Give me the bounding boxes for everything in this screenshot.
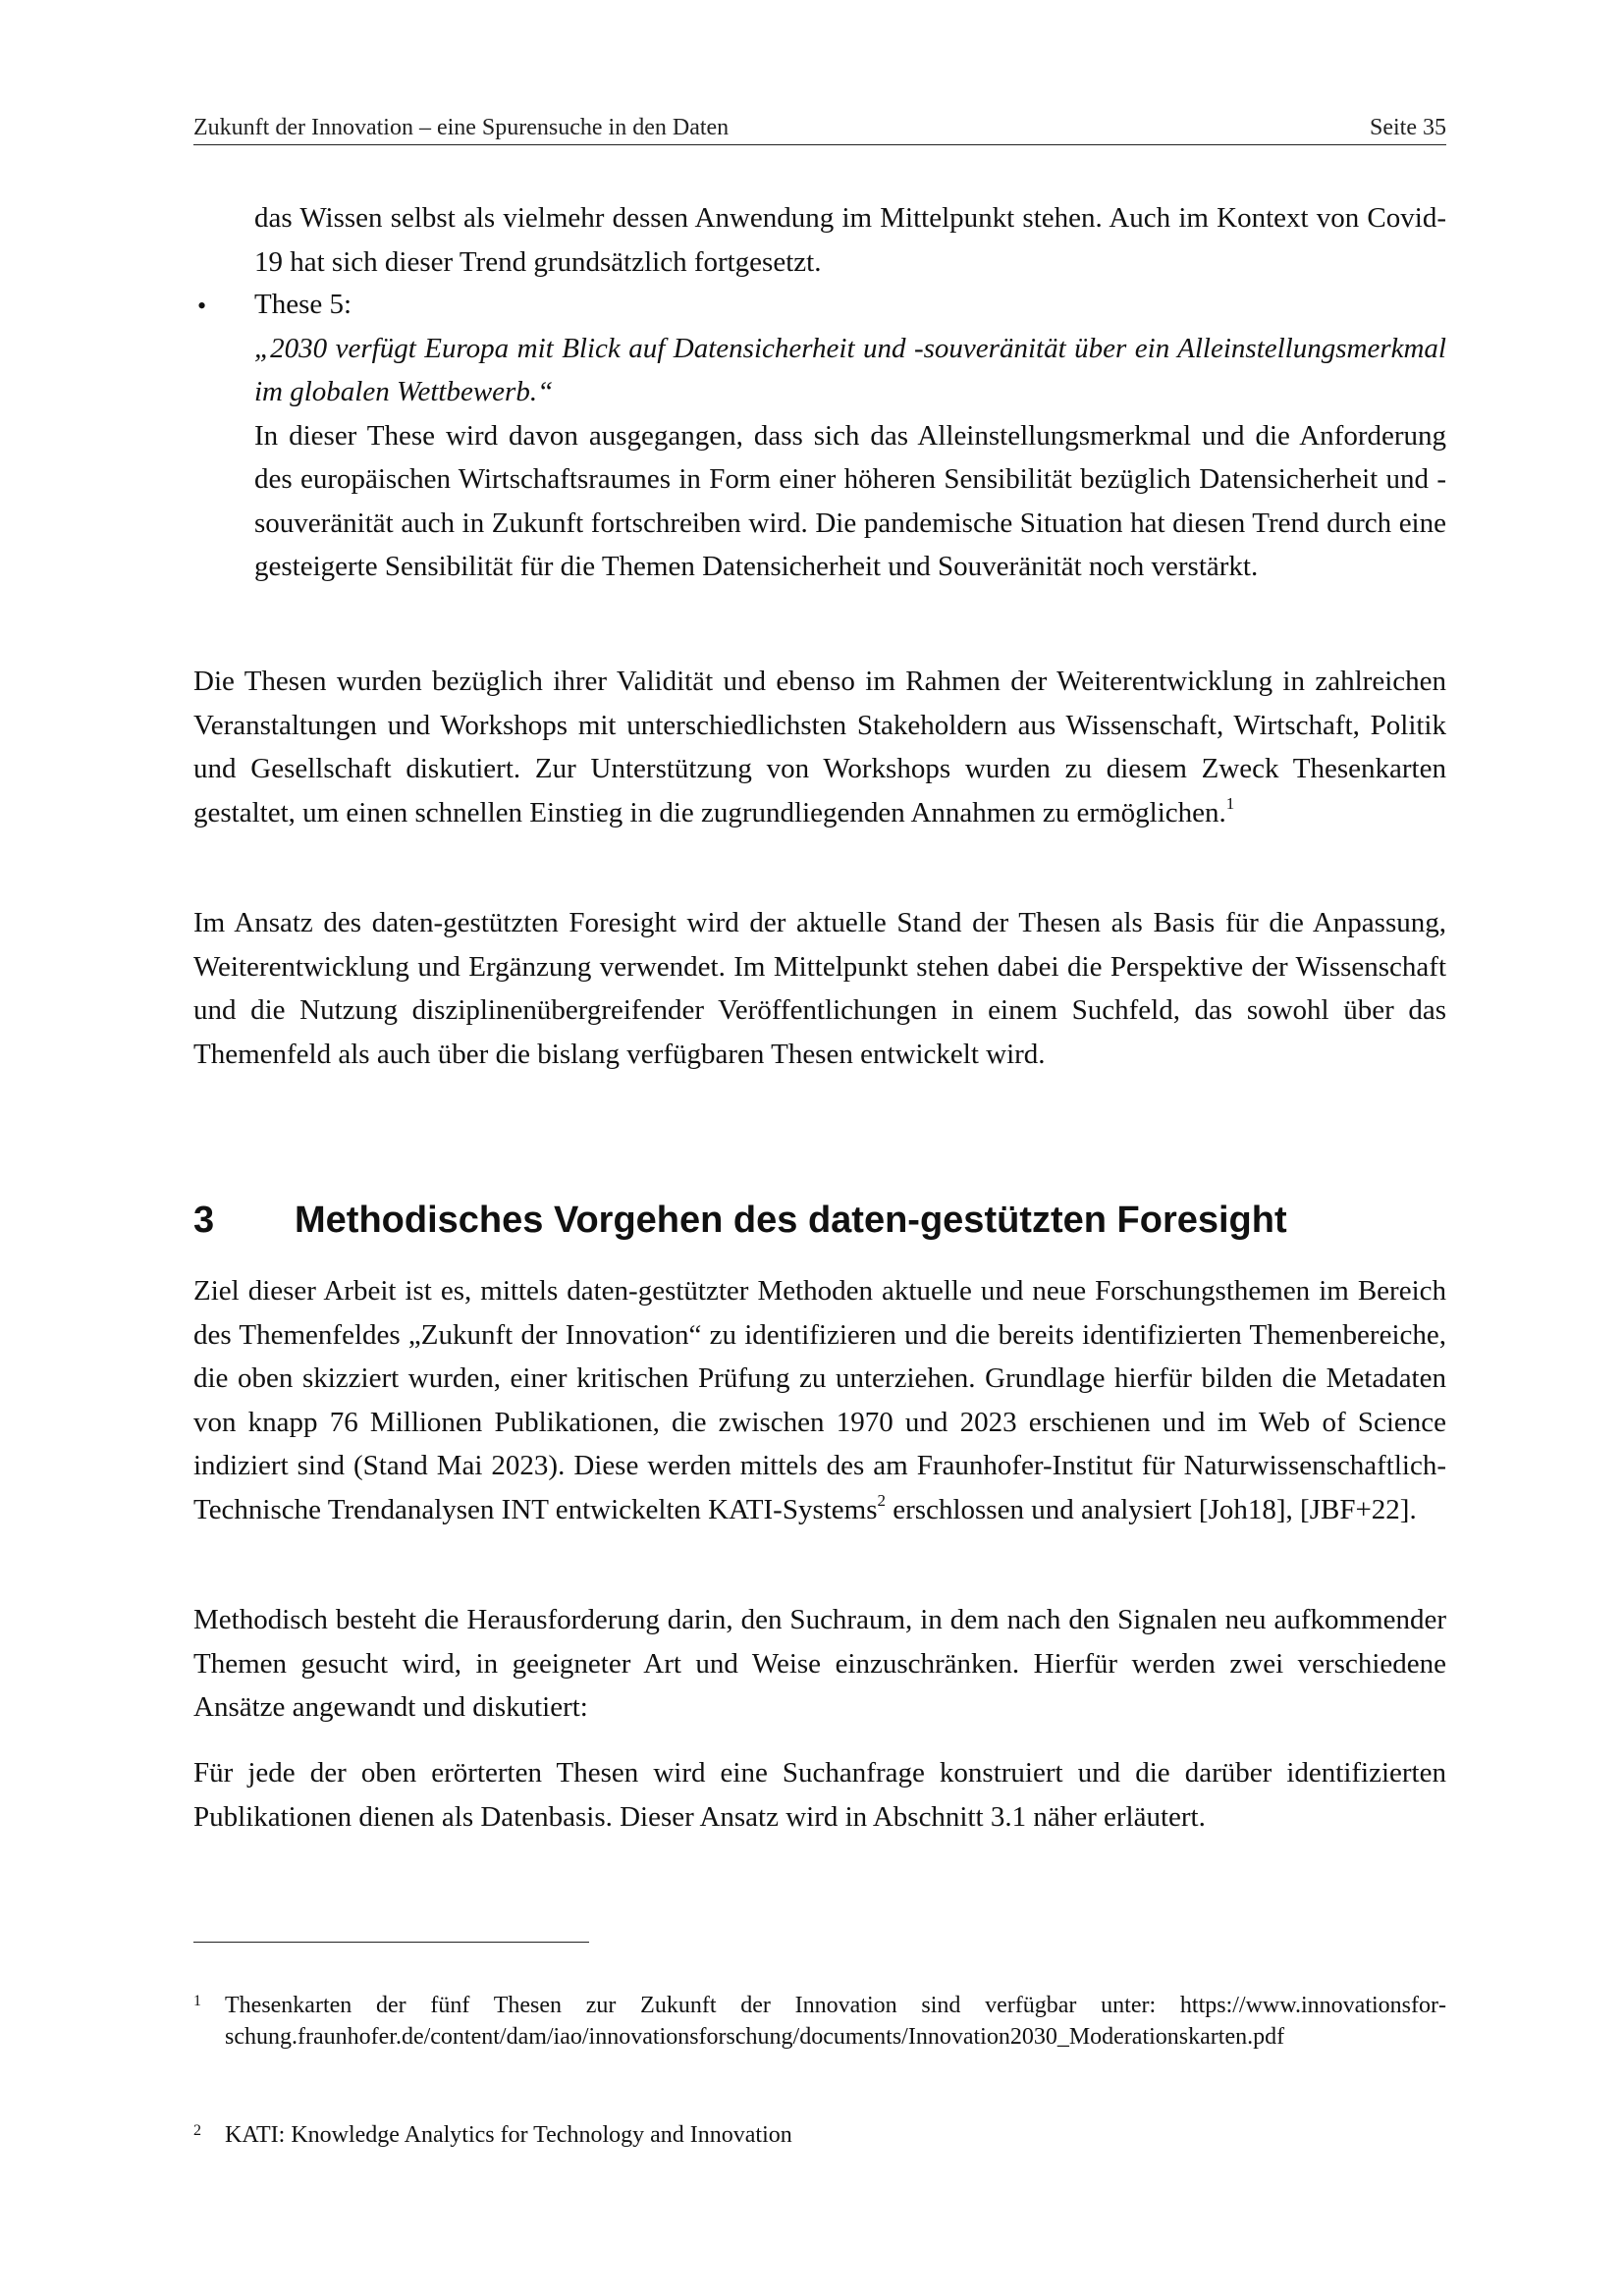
continuation-paragraph (254, 196, 1446, 284)
section-number: 3 (193, 1200, 215, 1241)
section-title: Methodisches Vorgehen des daten-gestützten Foresight (295, 1200, 1287, 1241)
document-page (193, 0, 1446, 2296)
paragraph-text: Für jede der oben erörterten Thesen wird eine Suchanfrage konstruiert und die darüber identifizierten Publikationen dienen als Datenbasis. Dieser Ansatz wird in Abschnitt 3.1 näher erläutert. (193, 1757, 1446, 1833)
thesis-quote: „2030 verfügt Europa mit Blick auf Datensicherheit und -souveränität über ein Alleinstellungsmerkmal im globalen Wettbewerb.“ (254, 332, 1446, 407)
paragraph-text: Im Ansatz des daten-gestützten Foresight wird der aktuelle Stand der Thesen als Basis für die Anpassung, Weiterentwicklung und Ergänzung verwendet. Im Mittelpunkt stehen dabei die Perspektive der Wissenschaft und die Nutzung disziplinenübergreifender Veröffentlichungen in einem Suchfeld, das sowohl über das Themenfeld als auch über die bislang verfügbaren Thesen entwickelt wird. (193, 907, 1446, 1070)
footnote-separator (193, 1942, 589, 1943)
thesis-explanation: In dieser These wird davon ausgegangen, dass sich das Alleinstellungsmerkmal und die Anforderung des europäischen Wirtschaftsraumes in Form einer höheren Sensibilität bezüglich Datensicherheit und -souveränität auch in Zukunft fortschreiben wird. Die pandemische Situation hat diesen Trend durch eine gesteigerte Sensibilität für die Themen Datensicherheit und Souveränität noch verstärkt. (254, 419, 1446, 582)
paragraph-text: Methodisch besteht die Herausforderung darin, den Suchraum, in dem nach den Signalen neu aufkommender Themen gesucht wird, in geeigneter Art und Weise einzuschränken. Hierfür werden zwei verschiedene Ansätze angewandt und diskutiert: (193, 1604, 1446, 1723)
continuation-text: das Wissen selbst als vielmehr dessen Anwendung im Mittelpunkt stehen. Auch im Kontext von Covid-19 hat sich dieser Trend grundsätzlich fortgesetzt. (254, 202, 1446, 278)
header-title: Zukunft der Innovation – eine Spurensuche in den Daten (193, 115, 730, 140)
running-header (193, 111, 1446, 145)
footnote-reference-2[interactable]: 2 (877, 1490, 887, 1510)
footnote-reference-1[interactable]: 1 (1225, 793, 1235, 813)
paragraph-method (193, 1598, 1446, 1730)
paragraph-foresight-approach (193, 901, 1446, 1076)
paragraph-text: Ziel dieser Arbeit ist es, mittels daten-gestützter Methoden aktuelle und neue Forschungsthemen im Bereich des Themenfeldes „Zukunft der Innovation“ zu identifizieren und die bereits identifizierten Themenbereiche, die oben skizziert wurden, einer kritischen Prüfung zu unterziehen. Grundlage hierfür bilden die Metadaten von knapp 76 Millionen Publikationen, die zwischen 1970 und 2023 erschienen und im Web of Science indiziert sind (Stand Mai 2023). Diese werden mittels des am Fraunhofer-Institut für Naturwissenschaftlich-Technische Trendanalysen INT entwickelten KATI-Systems (193, 1275, 1446, 1525)
footnote-number: 1 (193, 1993, 201, 2009)
bullet-marker: • (197, 292, 207, 320)
paragraph-text: Die Thesen wurden bezüglich ihrer Validität und ebenso im Rahmen der Weiterentwicklung in zahlreichen Veranstaltungen und Workshops mit unterschiedlichsten Stakeholdern aus Wissenschaft, Wirtschaft, Politik und Gesellschaft diskutiert. Zur Unterstützung von Workshops wurden zu diesem Zweck Thesenkarten gestaltet, um einen schnellen Einstieg in die zugrundliegenden Annahmen zu ermöglichen. (193, 666, 1446, 828)
paragraph-theses-discussion (193, 660, 1446, 834)
paragraph-goal (193, 1269, 1446, 1531)
paragraph-text-end: erschlossen und analysiert [Joh18], [JBF+22]. (886, 1493, 1417, 1525)
footnote-text: KATI: Knowledge Analytics for Technology and Innovation (225, 2122, 792, 2148)
footnote-number: 2 (193, 2122, 201, 2139)
footnote-text: Thesenkarten der fünf Thesen zur Zukunft der Innovation sind verfügbar unter: https://www.innovationsforschung.fraunhofer.de/content/dam/iao/innovationsforschung/documents/Innovation2030_Moderationskarten.pdf (225, 1993, 1446, 2050)
paragraph-approach (193, 1751, 1446, 1839)
bullet-label: These 5: (254, 289, 352, 320)
header-page-number: Seite 35 (1370, 115, 1446, 140)
